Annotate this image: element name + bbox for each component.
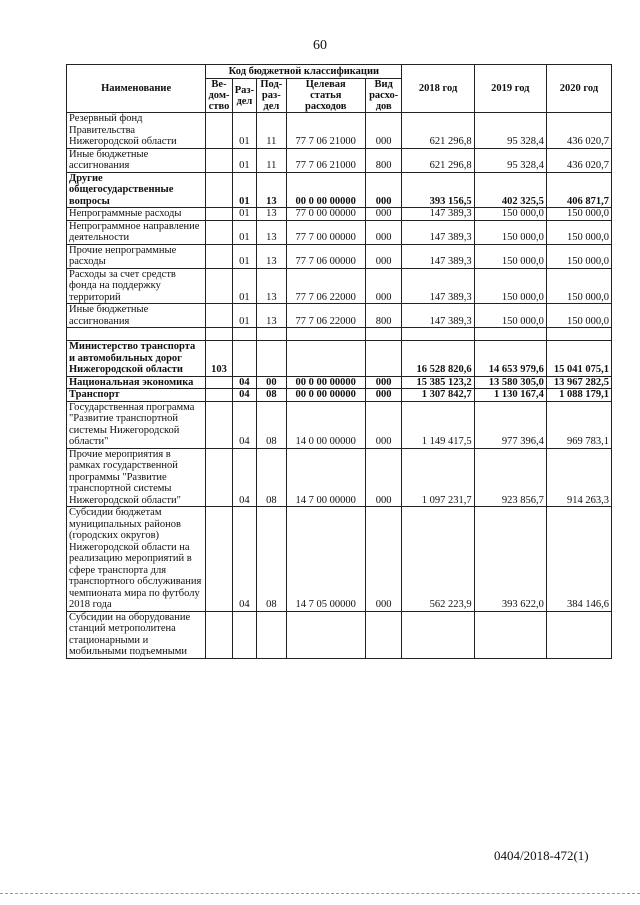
row-vid: 000: [365, 507, 402, 612]
row-2020: 15 041 075,1: [546, 341, 611, 377]
row-2019: 150 000,0: [474, 244, 546, 268]
row-2020: 436 020,7: [546, 148, 611, 172]
row-razdel: 04: [232, 376, 256, 389]
row-vid: 000: [365, 448, 402, 507]
row-razdel: 01: [232, 148, 256, 172]
row-2020: 406 871,7: [546, 172, 611, 208]
row-celevaya: [286, 328, 365, 341]
row-2018: 1 097 231,7: [402, 448, 474, 507]
row-celevaya: 77 7 06 21000: [286, 148, 365, 172]
row-podrazdel: 08: [257, 389, 286, 402]
row-2020: 13 967 282,5: [546, 376, 611, 389]
row-name: Субсидии на оборудование станций метрополитена стационарными и мобильными подъемными: [67, 611, 206, 658]
row-2018: 147 389,3: [402, 304, 474, 328]
row-2018: 1 307 842,7: [402, 389, 474, 402]
row-2020: [546, 611, 611, 658]
row-2020: 150 000,0: [546, 268, 611, 304]
row-2019: 150 000,0: [474, 208, 546, 221]
row-2018: 393 156,5: [402, 172, 474, 208]
col-header-podrazdel: Под- раз- дел: [257, 79, 286, 113]
row-ved: [206, 328, 232, 341]
row-name: Резервный фонд Правительства Нижегородской области: [67, 113, 206, 149]
row-name: Иные бюджетные ассигнования: [67, 304, 206, 328]
row-ved: [206, 148, 232, 172]
row-vid: 000: [365, 401, 402, 448]
document-code: 0404/2018-472(1): [494, 848, 589, 863]
row-2018: 147 389,3: [402, 268, 474, 304]
row-vid: 800: [365, 304, 402, 328]
row-celevaya: 00 0 00 00000: [286, 376, 365, 389]
row-2018: 147 389,3: [402, 208, 474, 221]
row-name: [67, 328, 206, 341]
row-2018: 621 296,8: [402, 148, 474, 172]
row-2019: 1 130 167,4: [474, 389, 546, 402]
row-name: Национальная экономика: [67, 376, 206, 389]
row-2019: [474, 611, 546, 658]
table-row: [67, 507, 612, 612]
row-2019: 14 653 979,6: [474, 341, 546, 377]
row-ved: [206, 401, 232, 448]
row-2020: 384 146,6: [546, 507, 611, 612]
row-celevaya: [286, 341, 365, 377]
row-celevaya: 77 7 00 00000: [286, 220, 365, 244]
row-podrazdel: 11: [257, 148, 286, 172]
row-name: Министерство транспорта и автомобильных дорог Нижегородской области: [67, 341, 206, 377]
col-header-2019: 2019 год: [474, 65, 546, 113]
row-2019: 150 000,0: [474, 268, 546, 304]
row-celevaya: 14 0 00 00000: [286, 401, 365, 448]
row-name: Государственная программа "Развитие транспортной системы Нижегородской области": [67, 401, 206, 448]
row-razdel: 01: [232, 208, 256, 221]
row-2020: 914 263,3: [546, 448, 611, 507]
row-vid: 000: [365, 113, 402, 149]
row-2020: 436 020,7: [546, 113, 611, 149]
row-ved: [206, 244, 232, 268]
row-2018: 147 389,3: [402, 220, 474, 244]
row-2020: 1 088 179,1: [546, 389, 611, 402]
row-vid: 000: [365, 208, 402, 221]
row-celevaya: 00 0 00 00000: [286, 172, 365, 208]
row-podrazdel: 08: [257, 448, 286, 507]
row-name: Прочие мероприятия в рамках государственной программы "Развитие транспортной системы Нижегородской области": [67, 448, 206, 507]
table-row: [67, 244, 612, 268]
row-vid: 000: [365, 220, 402, 244]
row-podrazdel: 11: [257, 113, 286, 149]
table-row: [67, 304, 612, 328]
row-2018: [402, 328, 474, 341]
row-2019: 95 328,4: [474, 148, 546, 172]
row-2020: 150 000,0: [546, 220, 611, 244]
col-header-vedomstvo: Ве- дом- ство: [206, 79, 232, 113]
table-row-empty: [67, 328, 612, 341]
row-vid: [365, 611, 402, 658]
row-vid: [365, 328, 402, 341]
row-podrazdel: [257, 341, 286, 377]
row-vid: 000: [365, 268, 402, 304]
row-2020: [546, 328, 611, 341]
row-podrazdel: 13: [257, 244, 286, 268]
col-header-2018: 2018 год: [402, 65, 474, 113]
table-row: [67, 113, 612, 149]
row-podrazdel: [257, 328, 286, 341]
budget-table: [66, 64, 612, 659]
table-row: [67, 389, 612, 402]
row-ved: [206, 389, 232, 402]
row-podrazdel: 13: [257, 220, 286, 244]
row-name: Субсидии бюджетам муниципальных районов (городских округов) Нижегородской области на реализацию мероприятий в сфере транспорта для транспортного обслуживания чемпионата мира по футболу 2018 года: [67, 507, 206, 612]
row-razdel: 04: [232, 401, 256, 448]
row-vid: 000: [365, 376, 402, 389]
row-2020: 150 000,0: [546, 244, 611, 268]
row-2018: 562 223,9: [402, 507, 474, 612]
row-razdel: 04: [232, 448, 256, 507]
table-row: [67, 611, 612, 658]
table-row: [67, 341, 612, 377]
table-row: [67, 148, 612, 172]
row-razdel: 04: [232, 389, 256, 402]
col-header-name: Наименование: [67, 65, 206, 113]
row-ved: 103: [206, 341, 232, 377]
row-celevaya: 77 7 06 22000: [286, 268, 365, 304]
col-header-code-group: Код бюджетной классификации: [206, 65, 402, 79]
row-razdel: 01: [232, 304, 256, 328]
row-ved: [206, 376, 232, 389]
row-razdel: [232, 611, 256, 658]
row-razdel: 01: [232, 268, 256, 304]
row-name: Прочие непрограммные расходы: [67, 244, 206, 268]
row-ved: [206, 172, 232, 208]
table-row: [67, 208, 612, 221]
row-razdel: 01: [232, 113, 256, 149]
table-row: [67, 220, 612, 244]
row-celevaya: 77 7 06 22000: [286, 304, 365, 328]
row-vid: [365, 341, 402, 377]
row-razdel: [232, 341, 256, 377]
table-row: [67, 401, 612, 448]
row-razdel: 01: [232, 244, 256, 268]
row-razdel: [232, 328, 256, 341]
row-celevaya: 77 7 06 21000: [286, 113, 365, 149]
table-row: [67, 448, 612, 507]
col-header-razdel: Раз- дел: [232, 79, 256, 113]
row-podrazdel: 00: [257, 376, 286, 389]
bottom-divider: [0, 893, 640, 894]
row-podrazdel: [257, 611, 286, 658]
row-2019: 402 325,5: [474, 172, 546, 208]
row-ved: [206, 113, 232, 149]
row-celevaya: 14 7 00 00000: [286, 448, 365, 507]
row-vid: 000: [365, 172, 402, 208]
row-ved: [206, 220, 232, 244]
row-name: Транспорт: [67, 389, 206, 402]
row-2019: 923 856,7: [474, 448, 546, 507]
row-celevaya: [286, 611, 365, 658]
row-celevaya: 14 7 05 00000: [286, 507, 365, 612]
row-name: Другие общегосударственные вопросы: [67, 172, 206, 208]
row-2019: 150 000,0: [474, 220, 546, 244]
row-podrazdel: 08: [257, 507, 286, 612]
row-name: Непрограммное направление деятельности: [67, 220, 206, 244]
row-2019: 150 000,0: [474, 304, 546, 328]
row-2018: 16 528 820,6: [402, 341, 474, 377]
row-name: Непрограммные расходы: [67, 208, 206, 221]
row-ved: [206, 268, 232, 304]
row-2020: 969 783,1: [546, 401, 611, 448]
row-podrazdel: 13: [257, 172, 286, 208]
row-2018: 147 389,3: [402, 244, 474, 268]
row-2019: [474, 328, 546, 341]
row-celevaya: 77 0 00 00000: [286, 208, 365, 221]
row-podrazdel: 13: [257, 304, 286, 328]
row-2019: 95 328,4: [474, 113, 546, 149]
row-ved: [206, 448, 232, 507]
row-2020: 150 000,0: [546, 208, 611, 221]
row-2019: 393 622,0: [474, 507, 546, 612]
row-ved: [206, 304, 232, 328]
row-vid: 800: [365, 148, 402, 172]
row-name: Иные бюджетные ассигнования: [67, 148, 206, 172]
row-2019: 977 396,4: [474, 401, 546, 448]
row-vid: 000: [365, 389, 402, 402]
row-razdel: 04: [232, 507, 256, 612]
col-header-celevaya: Целевая статья расходов: [286, 79, 365, 113]
table-row: [67, 172, 612, 208]
row-ved: [206, 208, 232, 221]
row-ved: [206, 611, 232, 658]
row-2018: 15 385 123,2: [402, 376, 474, 389]
row-2018: 1 149 417,5: [402, 401, 474, 448]
row-celevaya: 00 0 00 00000: [286, 389, 365, 402]
row-celevaya: 77 7 06 00000: [286, 244, 365, 268]
row-ved: [206, 507, 232, 612]
col-header-2020: 2020 год: [546, 65, 611, 113]
col-header-vid: Вид расхо- дов: [365, 79, 402, 113]
page-number: 60: [313, 38, 327, 53]
row-razdel: 01: [232, 220, 256, 244]
row-razdel: 01: [232, 172, 256, 208]
row-name: Расходы за счет средств фонда на поддержку территорий: [67, 268, 206, 304]
row-podrazdel: 08: [257, 401, 286, 448]
row-2018: [402, 611, 474, 658]
row-vid: 000: [365, 244, 402, 268]
row-podrazdel: 13: [257, 208, 286, 221]
table-row: [67, 376, 612, 389]
row-2019: 13 580 305,0: [474, 376, 546, 389]
row-2018: 621 296,8: [402, 113, 474, 149]
row-2020: 150 000,0: [546, 304, 611, 328]
table-row: [67, 268, 612, 304]
row-podrazdel: 13: [257, 268, 286, 304]
